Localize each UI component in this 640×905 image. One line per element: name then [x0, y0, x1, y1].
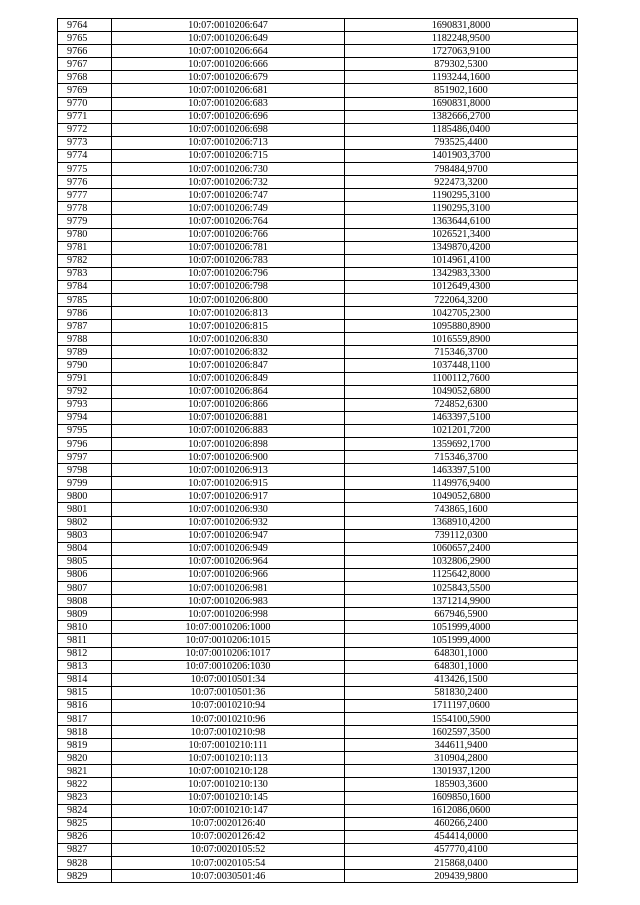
- table-row: [58, 634, 578, 647]
- table-row: [58, 464, 578, 477]
- cadastral-number-cell: 10:07:0010206:998: [112, 608, 345, 621]
- row-number-cell: 9806: [58, 568, 112, 581]
- value-cell: 648301,1000: [345, 647, 578, 660]
- row-number-cell: 9810: [58, 621, 112, 634]
- row-number-cell: 9801: [58, 503, 112, 516]
- row-number-cell: 9827: [58, 843, 112, 856]
- table-row: [58, 660, 578, 673]
- value-cell: 1612086,0600: [345, 804, 578, 817]
- value-cell: 1051999,4000: [345, 621, 578, 634]
- cadastral-number-cell: 10:07:0010210:94: [112, 699, 345, 712]
- value-cell: 1368910,4200: [345, 516, 578, 529]
- cadastral-number-cell: 10:07:0010206:866: [112, 398, 345, 411]
- cadastral-number-cell: 10:07:0010206:898: [112, 438, 345, 451]
- row-number-cell: 9765: [58, 32, 112, 45]
- cadastral-number-cell: 10:07:0010206:649: [112, 32, 345, 45]
- table-row: [58, 123, 578, 136]
- table-row: [58, 398, 578, 411]
- row-number-cell: 9811: [58, 634, 112, 647]
- value-cell: 798484,9700: [345, 163, 578, 176]
- cadastral-number-cell: 10:07:0010206:696: [112, 110, 345, 123]
- cadastral-number-cell: 10:07:0020105:54: [112, 857, 345, 870]
- cadastral-number-cell: 10:07:0010206:713: [112, 136, 345, 149]
- value-cell: 1100112,7600: [345, 372, 578, 385]
- value-cell: 1125642,8000: [345, 568, 578, 581]
- value-cell: 1149976,9400: [345, 477, 578, 490]
- cadastral-number-cell: 10:07:0010206:664: [112, 45, 345, 58]
- value-cell: 1190295,3100: [345, 202, 578, 215]
- value-cell: 1690831,8000: [345, 97, 578, 110]
- table-row: [58, 621, 578, 634]
- value-cell: 1025843,5500: [345, 582, 578, 595]
- row-number-cell: 9793: [58, 398, 112, 411]
- row-number-cell: 9825: [58, 817, 112, 830]
- row-number-cell: 9820: [58, 752, 112, 765]
- row-number-cell: 9803: [58, 529, 112, 542]
- row-number-cell: 9828: [58, 857, 112, 870]
- row-number-cell: 9780: [58, 228, 112, 241]
- row-number-cell: 9771: [58, 110, 112, 123]
- row-number-cell: 9797: [58, 451, 112, 464]
- table-row: [58, 647, 578, 660]
- table-row: [58, 280, 578, 293]
- row-number-cell: 9773: [58, 136, 112, 149]
- cadastral-number-cell: 10:07:0010210:145: [112, 791, 345, 804]
- value-cell: 1363644,6100: [345, 215, 578, 228]
- table-row: [58, 293, 578, 306]
- cadastral-number-cell: 10:07:0020105:52: [112, 843, 345, 856]
- table-row: [58, 19, 578, 32]
- cadastral-number-cell: 10:07:0010206:796: [112, 267, 345, 280]
- row-number-cell: 9816: [58, 699, 112, 712]
- cadastral-number-cell: 10:07:0010210:98: [112, 726, 345, 739]
- value-cell: 1727063,9100: [345, 45, 578, 58]
- row-number-cell: 9823: [58, 791, 112, 804]
- value-cell: 722064,3200: [345, 293, 578, 306]
- row-number-cell: 9774: [58, 149, 112, 162]
- table-row: [58, 97, 578, 110]
- row-number-cell: 9782: [58, 254, 112, 267]
- cadastral-number-cell: 10:07:0010206:917: [112, 490, 345, 503]
- cadastral-number-cell: 10:07:0010206:830: [112, 333, 345, 346]
- value-cell: 185903,3600: [345, 778, 578, 791]
- row-number-cell: 9768: [58, 71, 112, 84]
- table-row: [58, 516, 578, 529]
- table-row: [58, 582, 578, 595]
- cadastral-number-cell: 10:07:0010501:34: [112, 673, 345, 686]
- cadastral-number-cell: 10:07:0020126:42: [112, 830, 345, 843]
- value-cell: 879302,5300: [345, 58, 578, 71]
- cadastral-number-cell: 10:07:0010206:915: [112, 477, 345, 490]
- row-number-cell: 9821: [58, 765, 112, 778]
- value-cell: 648301,1000: [345, 660, 578, 673]
- cadastral-number-cell: 10:07:0010206:932: [112, 516, 345, 529]
- cadastral-number-cell: 10:07:0010206:947: [112, 529, 345, 542]
- row-number-cell: 9813: [58, 660, 112, 673]
- table-row: [58, 857, 578, 870]
- value-cell: 743865,1600: [345, 503, 578, 516]
- row-number-cell: 9784: [58, 280, 112, 293]
- cadastral-number-cell: 10:07:0010210:96: [112, 712, 345, 725]
- value-cell: 1349870,4200: [345, 241, 578, 254]
- row-number-cell: 9794: [58, 411, 112, 424]
- table-row: [58, 320, 578, 333]
- value-cell: 1051999,4000: [345, 634, 578, 647]
- table-row: [58, 241, 578, 254]
- table-row: [58, 411, 578, 424]
- value-cell: 715346,3700: [345, 451, 578, 464]
- table-row: [58, 307, 578, 320]
- value-cell: 1690831,8000: [345, 19, 578, 32]
- table-row: [58, 778, 578, 791]
- value-cell: 1049052,6800: [345, 490, 578, 503]
- table-row: [58, 372, 578, 385]
- row-number-cell: 9790: [58, 359, 112, 372]
- table-row: [58, 149, 578, 162]
- table-row: [58, 359, 578, 372]
- cadastral-number-cell: 10:07:0010206:881: [112, 411, 345, 424]
- table-row: [58, 595, 578, 608]
- value-cell: 1060657,2400: [345, 542, 578, 555]
- cadastral-number-cell: 10:07:0010210:113: [112, 752, 345, 765]
- value-cell: 851902,1600: [345, 84, 578, 97]
- value-cell: 1602597,3500: [345, 726, 578, 739]
- value-cell: 344611,9400: [345, 739, 578, 752]
- row-number-cell: 9812: [58, 647, 112, 660]
- cadastral-number-cell: 10:07:0010206:1017: [112, 647, 345, 660]
- cadastral-number-cell: 10:07:0010210:128: [112, 765, 345, 778]
- value-cell: 667946,5900: [345, 608, 578, 621]
- cadastral-number-cell: 10:07:0010206:981: [112, 582, 345, 595]
- row-number-cell: 9770: [58, 97, 112, 110]
- value-cell: 1401903,3700: [345, 149, 578, 162]
- value-cell: 724852,6300: [345, 398, 578, 411]
- value-cell: 1182248,9500: [345, 32, 578, 45]
- cadastral-number-cell: 10:07:0010206:681: [112, 84, 345, 97]
- value-cell: 793525,4400: [345, 136, 578, 149]
- value-cell: 581830,2400: [345, 686, 578, 699]
- table-row: [58, 699, 578, 712]
- value-cell: 1371214,9900: [345, 595, 578, 608]
- row-number-cell: 9814: [58, 673, 112, 686]
- table-row: [58, 438, 578, 451]
- table-row: [58, 568, 578, 581]
- table-row: [58, 32, 578, 45]
- row-number-cell: 9788: [58, 333, 112, 346]
- row-number-cell: 9815: [58, 686, 112, 699]
- row-number-cell: 9804: [58, 542, 112, 555]
- table-row: [58, 163, 578, 176]
- table-row: [58, 136, 578, 149]
- cadastral-number-cell: 10:07:0010206:913: [112, 464, 345, 477]
- table-row: [58, 254, 578, 267]
- value-cell: 922473,3200: [345, 176, 578, 189]
- cadastral-number-cell: 10:07:0010206:798: [112, 280, 345, 293]
- cadastral-number-cell: 10:07:0010206:732: [112, 176, 345, 189]
- row-number-cell: 9796: [58, 438, 112, 451]
- row-number-cell: 9764: [58, 19, 112, 32]
- table-row: [58, 542, 578, 555]
- value-cell: 715346,3700: [345, 346, 578, 359]
- table-row: [58, 765, 578, 778]
- cadastral-number-cell: 10:07:0010206:749: [112, 202, 345, 215]
- table-row: [58, 477, 578, 490]
- value-cell: 1021201,7200: [345, 424, 578, 437]
- table-row: [58, 451, 578, 464]
- row-number-cell: 9767: [58, 58, 112, 71]
- table-row: [58, 71, 578, 84]
- value-cell: 1609850,1600: [345, 791, 578, 804]
- table-row: [58, 215, 578, 228]
- cadastral-number-cell: 10:07:0010206:815: [112, 320, 345, 333]
- cadastral-number-cell: 10:07:0010206:715: [112, 149, 345, 162]
- cadastral-number-cell: 10:07:0010206:813: [112, 307, 345, 320]
- value-cell: 1049052,6800: [345, 385, 578, 398]
- value-cell: 1193244,1600: [345, 71, 578, 84]
- row-number-cell: 9809: [58, 608, 112, 621]
- cadastral-number-cell: 10:07:0010206:783: [112, 254, 345, 267]
- cadastral-number-cell: 10:07:0010210:130: [112, 778, 345, 791]
- cadastral-number-cell: 10:07:0010206:983: [112, 595, 345, 608]
- value-cell: 215868,0400: [345, 857, 578, 870]
- value-cell: 209439,9800: [345, 870, 578, 883]
- value-cell: 1014961,4100: [345, 254, 578, 267]
- value-cell: 1342983,3300: [345, 267, 578, 280]
- value-cell: 1301937,1200: [345, 765, 578, 778]
- cadastral-number-cell: 10:07:0010210:111: [112, 739, 345, 752]
- row-number-cell: 9766: [58, 45, 112, 58]
- table-body: [58, 19, 578, 883]
- row-number-cell: 9783: [58, 267, 112, 280]
- row-number-cell: 9787: [58, 320, 112, 333]
- value-cell: 1190295,3100: [345, 189, 578, 202]
- cadastral-number-cell: 10:07:0010206:647: [112, 19, 345, 32]
- table-row: [58, 346, 578, 359]
- table-row: [58, 555, 578, 568]
- row-number-cell: 9824: [58, 804, 112, 817]
- value-cell: 1032806,2900: [345, 555, 578, 568]
- row-number-cell: 9807: [58, 582, 112, 595]
- table-row: [58, 804, 578, 817]
- cadastral-number-cell: 10:07:0010206:764: [112, 215, 345, 228]
- value-cell: 1711197,0600: [345, 699, 578, 712]
- table-row: [58, 608, 578, 621]
- table-row: [58, 202, 578, 215]
- value-cell: 1042705,2300: [345, 307, 578, 320]
- table-row: [58, 752, 578, 765]
- value-cell: 310904,2800: [345, 752, 578, 765]
- row-number-cell: 9778: [58, 202, 112, 215]
- table-row: [58, 726, 578, 739]
- cadastral-number-cell: 10:07:0010206:949: [112, 542, 345, 555]
- table-row: [58, 424, 578, 437]
- row-number-cell: 9791: [58, 372, 112, 385]
- cadastral-number-cell: 10:07:0010206:1030: [112, 660, 345, 673]
- table-row: [58, 58, 578, 71]
- cadastral-number-cell: 10:07:0010206:683: [112, 97, 345, 110]
- row-number-cell: 9818: [58, 726, 112, 739]
- row-number-cell: 9786: [58, 307, 112, 320]
- value-cell: 739112,0300: [345, 529, 578, 542]
- table-row: [58, 739, 578, 752]
- table-row: [58, 791, 578, 804]
- row-number-cell: 9769: [58, 84, 112, 97]
- table-row: [58, 228, 578, 241]
- row-number-cell: 9779: [58, 215, 112, 228]
- value-cell: 1026521,3400: [345, 228, 578, 241]
- row-number-cell: 9789: [58, 346, 112, 359]
- table-row: [58, 673, 578, 686]
- cadastral-number-cell: 10:07:0010206:1015: [112, 634, 345, 647]
- cadastral-number-cell: 10:07:0010206:679: [112, 71, 345, 84]
- table-row: [58, 712, 578, 725]
- value-cell: 1037448,1100: [345, 359, 578, 372]
- cadastral-number-cell: 10:07:0010206:864: [112, 385, 345, 398]
- table-row: [58, 686, 578, 699]
- cadastral-number-cell: 10:07:0010206:766: [112, 228, 345, 241]
- data-table: [57, 18, 578, 883]
- value-cell: 413426,1500: [345, 673, 578, 686]
- row-number-cell: 9808: [58, 595, 112, 608]
- table-row: [58, 817, 578, 830]
- row-number-cell: 9800: [58, 490, 112, 503]
- row-number-cell: 9805: [58, 555, 112, 568]
- cadastral-number-cell: 10:07:0010206:900: [112, 451, 345, 464]
- row-number-cell: 9777: [58, 189, 112, 202]
- table-row: [58, 830, 578, 843]
- row-number-cell: 9775: [58, 163, 112, 176]
- row-number-cell: 9822: [58, 778, 112, 791]
- cadastral-number-cell: 10:07:0010206:849: [112, 372, 345, 385]
- cadastral-number-cell: 10:07:0010206:966: [112, 568, 345, 581]
- row-number-cell: 9785: [58, 293, 112, 306]
- table-row: [58, 385, 578, 398]
- row-number-cell: 9819: [58, 739, 112, 752]
- row-number-cell: 9776: [58, 176, 112, 189]
- value-cell: 1012649,4300: [345, 280, 578, 293]
- table-row: [58, 267, 578, 280]
- table-row: [58, 84, 578, 97]
- value-cell: 454414,0000: [345, 830, 578, 843]
- table-row: [58, 503, 578, 516]
- table-row: [58, 490, 578, 503]
- table-row: [58, 189, 578, 202]
- table-row: [58, 176, 578, 189]
- value-cell: 457770,4100: [345, 843, 578, 856]
- table-row: [58, 333, 578, 346]
- row-number-cell: 9802: [58, 516, 112, 529]
- cadastral-number-cell: 10:07:0010206:781: [112, 241, 345, 254]
- table-row: [58, 529, 578, 542]
- cadastral-number-cell: 10:07:0010206:964: [112, 555, 345, 568]
- value-cell: 1359692,1700: [345, 438, 578, 451]
- value-cell: 1463397,5100: [345, 411, 578, 424]
- cadastral-number-cell: 10:07:0010206:832: [112, 346, 345, 359]
- table-row: [58, 843, 578, 856]
- table-row: [58, 45, 578, 58]
- cadastral-number-cell: 10:07:0010206:883: [112, 424, 345, 437]
- row-number-cell: 9781: [58, 241, 112, 254]
- row-number-cell: 9826: [58, 830, 112, 843]
- row-number-cell: 9795: [58, 424, 112, 437]
- cadastral-number-cell: 10:07:0010206:666: [112, 58, 345, 71]
- cadastral-number-cell: 10:07:0030501:46: [112, 870, 345, 883]
- value-cell: 1554100,5900: [345, 712, 578, 725]
- value-cell: 1463397,5100: [345, 464, 578, 477]
- cadastral-number-cell: 10:07:0010501:36: [112, 686, 345, 699]
- cadastral-number-cell: 10:07:0010206:1000: [112, 621, 345, 634]
- cadastral-number-cell: 10:07:0010206:847: [112, 359, 345, 372]
- cadastral-number-cell: 10:07:0010206:800: [112, 293, 345, 306]
- value-cell: 1185486,0400: [345, 123, 578, 136]
- cadastral-number-cell: 10:07:0010206:730: [112, 163, 345, 176]
- row-number-cell: 9792: [58, 385, 112, 398]
- table-row: [58, 870, 578, 883]
- cadastral-number-cell: 10:07:0010206:930: [112, 503, 345, 516]
- cadastral-number-cell: 10:07:0010210:147: [112, 804, 345, 817]
- cadastral-number-cell: 10:07:0020126:40: [112, 817, 345, 830]
- row-number-cell: 9817: [58, 712, 112, 725]
- value-cell: 1095880,8900: [345, 320, 578, 333]
- row-number-cell: 9772: [58, 123, 112, 136]
- cadastral-number-cell: 10:07:0010206:747: [112, 189, 345, 202]
- value-cell: 1016559,8900: [345, 333, 578, 346]
- cadastral-number-cell: 10:07:0010206:698: [112, 123, 345, 136]
- row-number-cell: 9798: [58, 464, 112, 477]
- row-number-cell: 9829: [58, 870, 112, 883]
- value-cell: 1382666,2700: [345, 110, 578, 123]
- row-number-cell: 9799: [58, 477, 112, 490]
- table-row: [58, 110, 578, 123]
- value-cell: 460266,2400: [345, 817, 578, 830]
